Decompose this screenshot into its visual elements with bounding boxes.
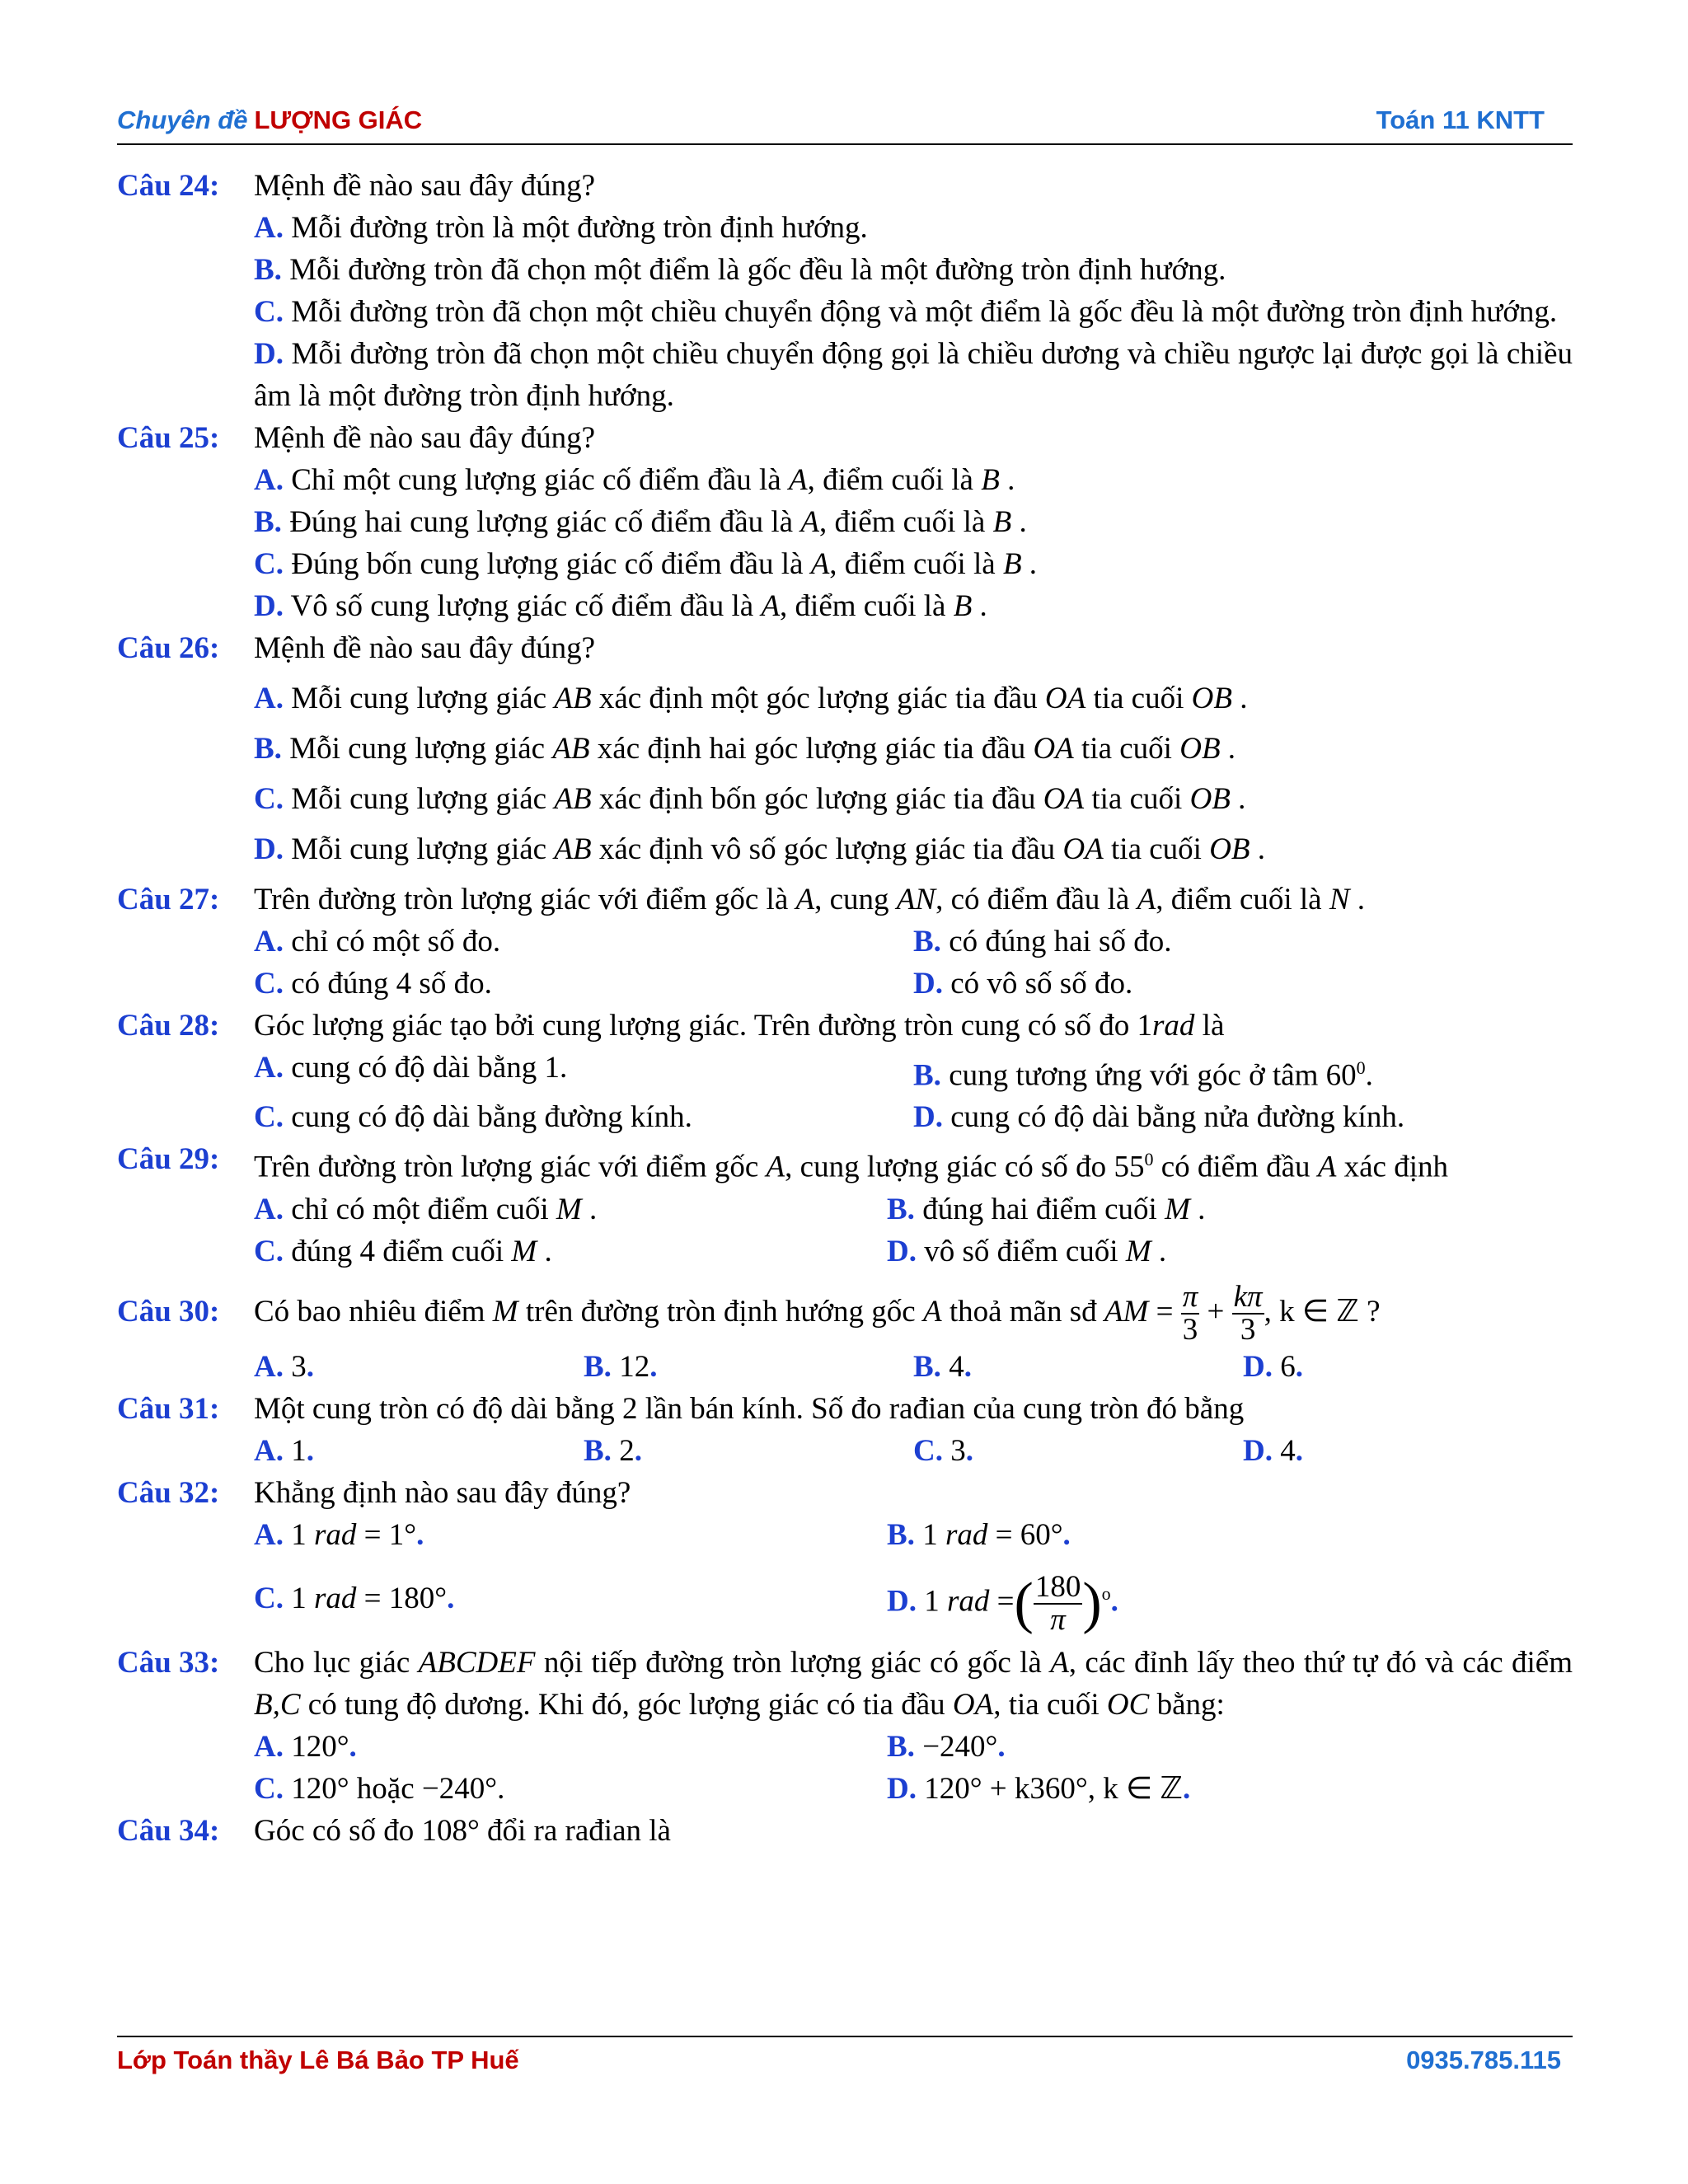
question-26	[117, 627, 1573, 669]
question-text: Một cung tròn có độ dài bằng 2 lần bán kính. Số đo rađian của cung tròn đó bằng	[254, 1392, 1245, 1427]
question-29: Câu 29: Trên đường tròn lượng giác với điểm gốc A, cung lượng giác có số đo $55^0$ có điểm đầu A xác định	[117, 1138, 1573, 1188]
page-footer	[117, 2036, 1573, 2085]
option-c: C. Mỗi cung lượng giác AB xác định bốn góc lượng giác tia đầu OA tia cuối OB .	[254, 782, 1246, 816]
options-row	[117, 1230, 1573, 1272]
question-label: Câu 29:	[117, 1142, 220, 1177]
question-text: Khẳng định nào sau đây đúng?	[254, 1476, 631, 1511]
option-b: B. Đúng hai cung lượng giác cố điểm đầu là A, điểm cuối là B .	[254, 505, 1027, 539]
option-d: D. vô số điểm cuối M .	[887, 1234, 1167, 1268]
fraction-pi-3: $\frac{\pi}{3}$	[1182, 1280, 1198, 1347]
fraction-kpi-3: $\frac{k\pi}{3}$	[1233, 1280, 1263, 1347]
options-row	[117, 1346, 1573, 1388]
options-row	[117, 1514, 1573, 1556]
question-30: Câu 30: Có bao nhiêu điểm M trên đường tròn định hướng gốc A thoả mãn sđ AM = $\frac{\pi}{3}$ + $\frac{k\pi}{3}$ , k ∈ ℤ ?	[117, 1280, 1381, 1347]
option-a: A. 1 rad = 1°.	[254, 1518, 424, 1553]
option-d: D. 6.	[1243, 1350, 1303, 1385]
option-c: C. 1 rad = 180°.	[254, 1582, 455, 1616]
option-c: C. cung có độ dài bằng đường kính.	[254, 1100, 692, 1135]
option-b: B. Mỗi đường tròn đã chọn một điểm là gốc đều là một đường tròn định hướng.	[254, 253, 1226, 287]
option-c: C. Mỗi đường tròn đã chọn một chiều chuyển động và một điểm là gốc đều là một đường tròn định hướng.	[254, 295, 1558, 329]
option-a: A. 120°.	[254, 1730, 357, 1765]
question-label: Câu 26:	[117, 631, 220, 665]
option-a: A. chỉ có một số đo.	[254, 925, 501, 958]
question-label: Câu 30:	[117, 1294, 220, 1329]
options-row	[117, 963, 1573, 1005]
options-row	[117, 1768, 1573, 1810]
question-label: Câu 24:	[117, 169, 220, 203]
question-label: Câu 33:	[117, 1646, 220, 1680]
header-prefix: Chuyên đề	[117, 105, 248, 134]
option-b: B. Mỗi cung lượng giác AB xác định hai góc lượng giác tia đầu OA tia cuối OB .	[254, 732, 1236, 766]
option-a: A. Mỗi cung lượng giác AB xác định một góc lượng giác tia đầu OA tia cuối OB .	[254, 682, 1248, 715]
option-a: A. chỉ có một điểm cuối M .	[254, 1192, 598, 1226]
footer-phone: 0935.785.115	[1406, 2046, 1561, 2074]
question-32	[117, 1472, 1573, 1514]
header-topic: LƯỢNG GIÁC	[254, 105, 423, 134]
option-d: D. Mỗi cung lượng giác AB xác định vô số góc lượng giác tia đầu OA tia cuối OB .	[254, 832, 1266, 866]
question-label: Câu 25:	[117, 421, 220, 455]
question-27: Câu 27: Trên đường tròn lượng giác với điểm gốc là A, cung AN, có điểm đầu là A, điểm cuối là N .	[117, 879, 1573, 921]
option-b: B. cung tương ứng với góc ở tâm $60^0$.	[913, 1057, 1373, 1093]
question-33: Câu 33: Cho lục giác ABCDEF nội tiếp đường tròn lượng giác có gốc là A, các đỉnh lấy theo thứ tự đó và các điểm B,C có tung độ dương. Khi đó, góc lượng giác có tia đầu OA, tia cuối OC bằng:	[117, 1642, 1573, 1726]
options-row	[117, 1556, 1573, 1642]
options-row	[117, 1188, 1573, 1230]
question-24	[117, 165, 1573, 207]
option-d: D. 1 rad =( $\frac{180}{\pi}$ )$^o$.	[887, 1570, 1118, 1638]
question-label: Câu 34:	[117, 1814, 220, 1849]
option-d: D. 120° + k360°, k ∈ ℤ.	[887, 1772, 1191, 1807]
question-text: Mệnh đề nào sau đây đúng?	[254, 169, 596, 203]
header-divider	[117, 143, 1573, 145]
question-text: Mệnh đề nào sau đây đúng?	[254, 421, 596, 455]
option-c: C. có đúng 4 số đo.	[254, 967, 492, 1001]
option-d: D. cung có độ dài bằng nửa đường kính.	[913, 1100, 1405, 1135]
option-b: B. 12.	[584, 1350, 658, 1385]
option-c: C. 120° hoặc −240°.	[254, 1772, 505, 1807]
header-title	[117, 105, 422, 135]
question-25	[117, 417, 1573, 459]
options-row	[117, 1047, 1573, 1096]
footer-teacher: Lớp Toán thầy Lê Bá Bảo TP Huế	[117, 2046, 519, 2074]
question-34: Câu 34: Góc có số đo 108° đổi ra rađian là	[117, 1810, 1573, 1852]
question-label: Câu 31:	[117, 1392, 220, 1427]
question-label: Câu 27:	[117, 883, 220, 916]
option-d: D. 4.	[1243, 1434, 1303, 1469]
option-b: B. 2.	[584, 1434, 642, 1469]
option-b: B. 1 rad = 60°.	[887, 1518, 1071, 1553]
option-a: A. 3.	[254, 1350, 314, 1385]
page-header	[117, 97, 1573, 145]
question-31	[117, 1388, 1573, 1430]
option-b: B. đúng hai điểm cuối M .	[887, 1192, 1206, 1226]
question-label: Câu 28:	[117, 1009, 220, 1043]
option-c: C. 3.	[913, 1434, 973, 1469]
option-c: C. đúng 4 điểm cuối M .	[254, 1234, 552, 1268]
question-list	[117, 165, 1573, 1852]
option-d: D. Vô số cung lượng giác cố điểm đầu là A, điểm cuối là B .	[254, 589, 987, 623]
option-c: C. Đúng bốn cung lượng giác cố điểm đầu là A, điểm cuối là B .	[254, 547, 1038, 581]
option-a: A. Mỗi đường tròn là một đường tròn định hướng.	[254, 211, 868, 245]
options-row	[117, 1726, 1573, 1768]
question-text: Mệnh đề nào sau đây đúng?	[254, 631, 596, 665]
option-a: A. Chỉ một cung lượng giác cố điểm đầu là A, điểm cuối là B .	[254, 463, 1015, 497]
options-row	[117, 1430, 1573, 1472]
fraction-180-pi: $\frac{180}{\pi}$	[1034, 1570, 1081, 1638]
option-a: A. cung có độ dài bằng 1.	[254, 1051, 568, 1085]
options-row	[117, 1096, 1573, 1138]
option-b: B. −240°.	[887, 1730, 1006, 1765]
option-c: B. 4.	[913, 1350, 972, 1385]
question-28: Câu 28: Góc lượng giác tạo bởi cung lượng giác. Trên đường tròn cung có số đo 1rad là	[117, 1005, 1573, 1047]
option-a: A. 1.	[254, 1434, 314, 1469]
footer-divider	[117, 2036, 1573, 2037]
option-d: D. có vô số số đo.	[913, 967, 1133, 1001]
option-d: D. Mỗi đường tròn đã chọn một chiều chuyển động gọi là chiều dương và chiều ngược lại được gọi là chiều âm là một đường tròn định hướng.	[254, 337, 1573, 413]
option-b: B. có đúng hai số đo.	[913, 925, 1172, 958]
options-row	[117, 921, 1573, 963]
header-course: Toán 11 KNTT	[1376, 105, 1545, 134]
question-label: Câu 32:	[117, 1476, 220, 1511]
